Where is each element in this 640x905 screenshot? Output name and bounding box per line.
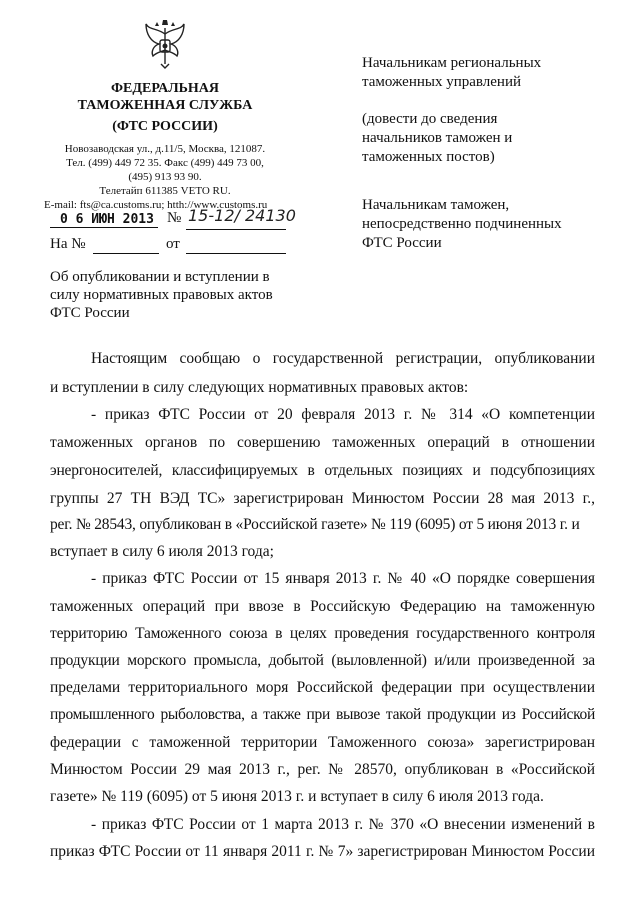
body-p4-line2: приказ ФТС России от 11 января 2011 г. № 7» зарегистрирован Минюстом России — [50, 843, 595, 860]
body-p3-line8: Минюстом России 29 мая 2013 г., рег. № 28570, опубликован в «Российской — [50, 761, 595, 778]
from-label: от — [166, 236, 180, 252]
coat-of-arms-emblem — [143, 20, 187, 70]
recipient-line-4: начальников таможен и — [362, 130, 513, 146]
subject-line-1: Об опубликовании и вступлении в — [50, 269, 270, 285]
body-p2-line4: группы 27 ТН ВЭД ТС» зарегистрирован Минюстом России 28 мая 2013 г., — [50, 490, 595, 507]
body-p3-line7: федерации с таможенной территории Таможенного союза» зарегистрирован — [50, 734, 595, 751]
body-p3-line3: территорию Таможенного союза в целях проведения государственного контроля — [50, 625, 595, 642]
body-p1-line1: Настоящим сообщаю о государственной регистрации, опубликовании — [91, 350, 595, 367]
phone-line-2: (495) 913 93 90. — [128, 171, 202, 183]
body-p2-line1: - приказ ФТС России от 20 февраля 2013 г. № 314 «О компетенции — [91, 406, 595, 423]
teletype-line: Телетайп 611385 VETO RU. — [99, 185, 231, 197]
org-name-line2: ТАМОЖЕННАЯ СЛУЖБА — [77, 98, 253, 113]
body-p2-line3: энергоносителей, классифицируемых в отдельных позициях и подсубпозициях — [50, 462, 595, 479]
body-p3-line2: таможенных операций при ввозе в Российскую Федерацию на таможенную — [50, 598, 595, 615]
reference-underline — [93, 252, 159, 254]
date-stamp: 0 6 ИЮН 2013 — [60, 212, 154, 227]
subject-heading — [50, 268, 330, 322]
address-line: Новозаводская ул., д.11/5, Москва, 121087. — [64, 143, 266, 155]
number-label: № — [167, 210, 182, 226]
subject-line-3: ФТС России — [50, 305, 130, 321]
body-p2-line5: рег. № 28543, опубликован в «Российской газете» № 119 (6095) от 5 июня 2013 г. и — [50, 516, 580, 533]
email-line: E-mail: fts@ca.customs.ru; htth://www.customs.ru — [44, 199, 268, 211]
body-p4-line1: - приказ ФТС России от 1 марта 2013 г. № 370 «О внесении изменений в — [91, 816, 595, 833]
recipient-line-2: таможенных управлений — [362, 74, 522, 90]
recipient-line-5: таможенных постов) — [362, 149, 495, 165]
body-p3-line1: - приказ ФТС России от 15 января 2013 г. № 40 «О порядке совершения — [91, 570, 595, 587]
recipient-line-7: непосредственно подчиненных — [362, 216, 562, 232]
recipient-line-1: Начальникам региональных — [362, 55, 542, 71]
from-underline — [186, 252, 286, 254]
recipient-line-6: Начальникам таможен, — [362, 197, 510, 213]
org-short-name: (ФТС РОССИИ) — [112, 119, 218, 134]
outgoing-number: 15-12/ 24130 — [188, 206, 296, 225]
body-p3-line5: пределами территориального моря Российской федерации при осуществлении — [50, 679, 595, 696]
body-p2-line6: вступает в силу 6 июля 2013 года; — [50, 543, 274, 560]
subject-line-2: силу нормативных правовых актов — [50, 287, 273, 303]
body-p3-line6: промышленного рыболовства, а также при вывозе такой продукции из Российской — [50, 706, 595, 723]
body-p3-line4: продукции морского промысла, добытой (выловленной) и/или произведенной за — [50, 652, 595, 669]
reference-label: На № — [50, 236, 86, 252]
recipient-line-8: ФТС России — [362, 235, 442, 251]
phone-line: Тел. (499) 449 72 35. Факс (499) 449 73 00, — [66, 157, 264, 169]
body-p3-line9: газете» № 119 (6095) от 5 июня 2013 г. и вступает в силу 6 июля 2013 года. — [50, 788, 544, 805]
number-underline — [186, 228, 286, 230]
recipient-line-3: (довести до сведения — [362, 111, 498, 127]
body-p1-line2: и вступлении в силу следующих нормативных правовых актов: — [50, 379, 469, 396]
org-name-line1: ФЕДЕРАЛЬНАЯ — [110, 81, 219, 96]
body-p2-line2: таможенных органов по совершению таможенных операций в отношении — [50, 434, 595, 451]
